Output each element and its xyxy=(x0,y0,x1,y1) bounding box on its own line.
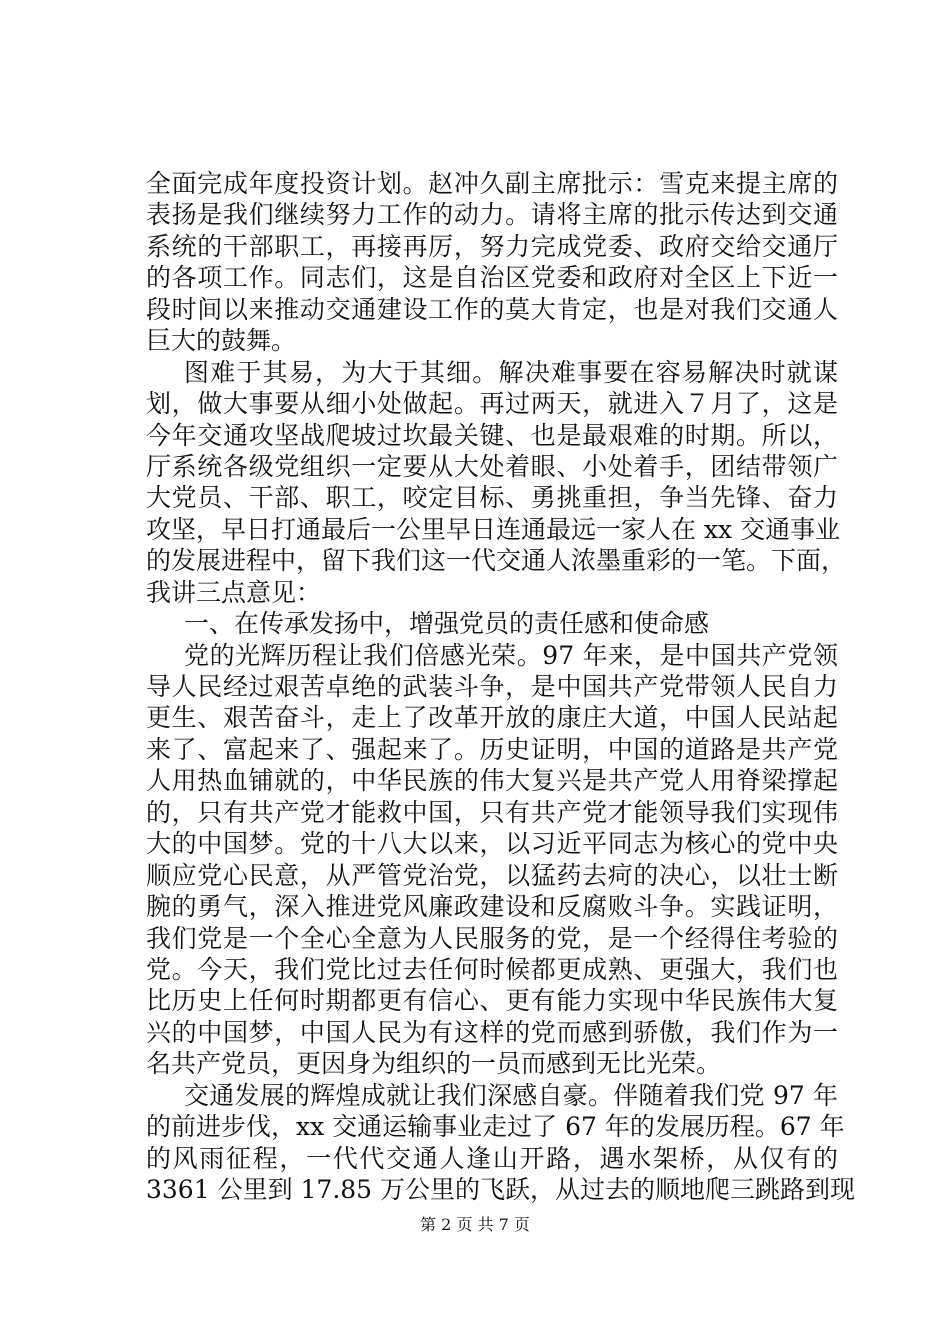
text-line: 腕的勇气，深入推进党风廉政建设和反腐败斗争。实践证明， xyxy=(146,892,838,922)
text-line: 大党员、干部、职工，咬定目标、勇挑重担，争当先锋、奋力 xyxy=(146,483,838,513)
text-line: 的前进步伐，xx 交通运输事业走过了 67 年的发展历程。67 年 xyxy=(146,1112,845,1142)
text-line: 人用热血铺就的，中华民族的伟大复兴是共产党人用脊梁撑起 xyxy=(146,766,838,796)
text-line: 的各项工作。同志们，这是自治区党委和政府对全区上下近一 xyxy=(146,263,838,293)
text-line: 兴的中国梦，中国人民为有这样的党而感到骄傲，我们作为一 xyxy=(146,1017,838,1047)
text-line: 更生、艰苦奋斗，走上了改革开放的康庄大道，中国人民站起 xyxy=(146,703,838,733)
text-line: 厅系统各级党组织一定要从大处着眼、小处着手，团结带领广 xyxy=(146,451,838,481)
page-footer: 第 2 页 共 7 页 xyxy=(420,1215,530,1234)
text-line: 段时间以来推动交通建设工作的莫大肯定，也是对我们交通人 xyxy=(146,294,838,324)
text-line: 图难于其易，为大于其细。解决难事要在容易解决时就谋 xyxy=(184,357,838,387)
text-line: 攻坚，早日打通最后一公里早日连通最远一家人在 xx 交通事业 xyxy=(146,514,841,544)
text-line: 党的光辉历程让我们倍感光荣。97 年来，是中国共产党领 xyxy=(184,640,838,670)
text-line: 交通发展的辉煌成就让我们深感自豪。伴随着我们党 97 年 xyxy=(184,1080,838,1110)
document-body xyxy=(146,168,856,1205)
text-line: 的风雨征程，一代代交通人逢山开路，遇水架桥，从仅有的 xyxy=(146,1143,838,1173)
text-line: 的，只有共产党才能救中国，只有共产党才能领导我们实现伟 xyxy=(146,797,838,827)
text-line: 系统的干部职工，再接再厉，努力完成党委、政府交给交通厅 xyxy=(146,231,838,261)
text-line: 党。今天，我们党比过去任何时候都更成熟、更强大，我们也 xyxy=(146,954,838,984)
text-line: 全面完成年度投资计划。赵冲久副主席批示：雪克来提主席的 xyxy=(146,169,838,198)
text-line: 来了、富起来了、强起来了。历史证明，中国的道路是共产党 xyxy=(146,734,838,764)
text-line: 名共产党员，更因身为组织的一员而感到无比光荣。 xyxy=(146,1049,722,1079)
text-line: 3361 公里到 17.85 万公里的飞跃，从过去的顺地爬三跳路到现 xyxy=(146,1175,856,1204)
text-line: 的发展进程中，留下我们这一代交通人浓墨重彩的一笔。下面， xyxy=(146,546,847,576)
text-line: 一、在传承发扬中，增强党员的责任感和使命感 xyxy=(184,609,710,639)
text-line: 大的中国梦。党的十八大以来，以习近平同志为核心的党中央 xyxy=(146,829,838,859)
text-line: 我们党是一个全心全意为人民服务的党，是一个经得住考验的 xyxy=(146,923,838,953)
text-line: 顺应党心民意，从严管党治党，以猛药去疴的决心，以壮士断 xyxy=(146,860,838,890)
text-line: 表扬是我们继续努力工作的动力。请将主席的批示传达到交通 xyxy=(146,200,838,230)
text-line: 今年交通攻坚战爬坡过坎最关键、也是最艰难的时期。所以， xyxy=(146,420,838,450)
text-line: 巨大的鼓舞。 xyxy=(146,326,297,356)
text-line: 导人民经过艰苦卓绝的武装斗争，是中国共产党带领人民自力 xyxy=(146,672,838,701)
text-line: 划，做大事要从细小处做起。再过两天，就进入７月了，这是 xyxy=(146,389,838,419)
text-line: 我讲三点意见： xyxy=(146,577,322,607)
text-line: 比历史上任何时期都更有信心、更有能力实现中华民族伟大复 xyxy=(146,986,838,1016)
